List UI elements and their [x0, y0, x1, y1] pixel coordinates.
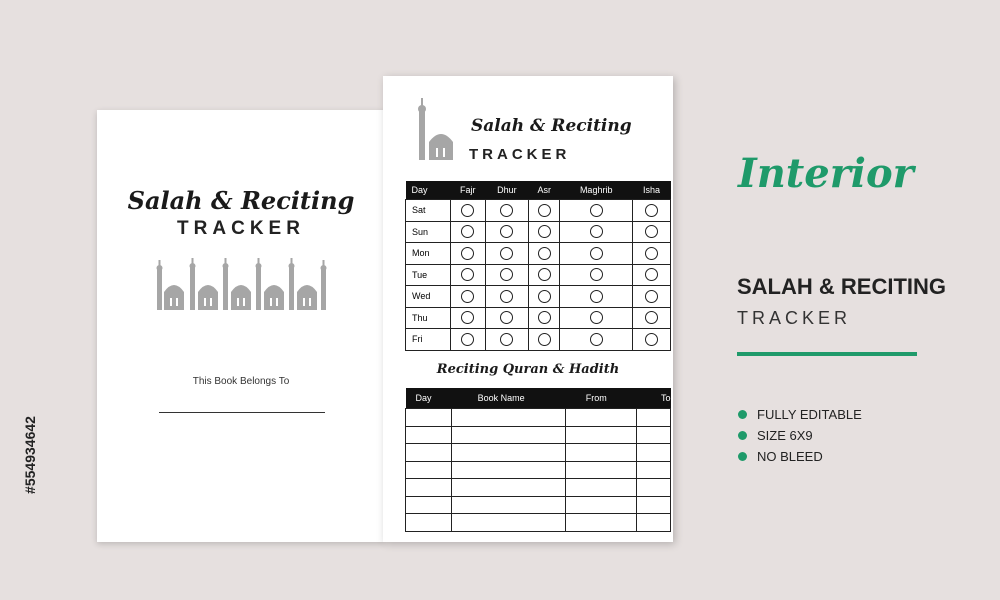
prayer-checkbox[interactable]: [590, 247, 603, 260]
book-name-cell[interactable]: [452, 426, 566, 444]
bullet-dot-icon: [738, 410, 747, 419]
prayer-table-header: [406, 181, 671, 200]
bullet-dot-icon: [738, 452, 747, 461]
table-row: [406, 426, 671, 444]
from-cell[interactable]: [566, 461, 637, 479]
prayer-checkbox[interactable]: [500, 204, 513, 217]
to-cell[interactable]: [637, 409, 671, 427]
book-name-cell[interactable]: [452, 479, 566, 497]
book-name-cell[interactable]: [452, 444, 566, 462]
day-cell[interactable]: [406, 426, 452, 444]
from-cell[interactable]: [566, 514, 637, 532]
prayer-checkbox[interactable]: [461, 204, 474, 217]
prayer-checkbox[interactable]: [645, 311, 658, 324]
prayer-checkbox[interactable]: [461, 311, 474, 324]
col-book-name: Book Name: [452, 388, 566, 409]
prayer-checkbox[interactable]: [538, 204, 551, 217]
prayer-checkbox[interactable]: [590, 268, 603, 281]
col-to: To: [637, 388, 671, 409]
prayer-checkbox[interactable]: [538, 333, 551, 346]
day-cell[interactable]: [406, 479, 452, 497]
day-label: Sun: [406, 221, 451, 243]
accent-divider: [737, 352, 917, 356]
prayer-checkbox[interactable]: [500, 311, 513, 324]
prayer-checkbox[interactable]: [500, 225, 513, 238]
day-cell[interactable]: [406, 409, 452, 427]
prayer-checkbox[interactable]: [645, 268, 658, 281]
day-label: Fri: [406, 329, 451, 351]
cover-subtitle: TRACKER: [177, 218, 305, 239]
col-dhur: Dhur: [485, 181, 529, 200]
col-day: Day: [406, 181, 451, 200]
day-cell[interactable]: [406, 461, 452, 479]
prayer-checkbox[interactable]: [645, 290, 658, 303]
day-label: Thu: [406, 307, 451, 329]
prayer-checkbox[interactable]: [500, 290, 513, 303]
owner-name-line: [159, 412, 325, 413]
prayer-checkbox[interactable]: [538, 290, 551, 303]
mosque-skyline-icon: [155, 258, 327, 310]
list-item: [738, 446, 862, 467]
cover-page: [97, 110, 385, 542]
table-row: [406, 409, 671, 427]
prayer-checkbox[interactable]: [538, 247, 551, 260]
book-name-cell[interactable]: [452, 461, 566, 479]
prayer-checkbox[interactable]: [500, 268, 513, 281]
prayer-checkbox[interactable]: [645, 247, 658, 260]
to-cell[interactable]: [637, 514, 671, 532]
book-name-cell[interactable]: [452, 496, 566, 514]
reciting-tracker-table: [405, 388, 671, 532]
from-cell[interactable]: [566, 409, 637, 427]
to-cell[interactable]: [637, 496, 671, 514]
interior-title: Salah & Reciting: [471, 116, 632, 136]
table-row: [406, 221, 671, 243]
prayer-checkbox[interactable]: [590, 311, 603, 324]
col-from: From: [566, 388, 637, 409]
col-fajr: Fajr: [451, 181, 486, 200]
prayer-checkbox[interactable]: [590, 204, 603, 217]
stock-image-id: #554934642: [22, 416, 38, 494]
feature-label: SIZE 6X9: [757, 428, 813, 443]
day-cell[interactable]: [406, 444, 452, 462]
table-row: [406, 286, 671, 308]
prayer-checkbox[interactable]: [538, 311, 551, 324]
prayer-checkbox[interactable]: [500, 247, 513, 260]
prayer-checkbox[interactable]: [645, 225, 658, 238]
to-cell[interactable]: [637, 444, 671, 462]
reciting-title: Reciting Quran & Hadith: [436, 362, 620, 377]
day-cell[interactable]: [406, 514, 452, 532]
day-label: Mon: [406, 243, 451, 265]
table-row: [406, 461, 671, 479]
list-item: [738, 404, 862, 425]
to-cell[interactable]: [637, 461, 671, 479]
product-subtitle: TRACKER: [737, 308, 852, 328]
prayer-checkbox[interactable]: [590, 225, 603, 238]
col-isha: Isha: [632, 181, 670, 200]
prayer-checkbox[interactable]: [645, 333, 658, 346]
from-cell[interactable]: [566, 444, 637, 462]
col-maghrib: Maghrib: [560, 181, 633, 200]
day-label: Wed: [406, 286, 451, 308]
interior-page: [383, 76, 673, 542]
table-row: [406, 329, 671, 351]
bullet-dot-icon: [738, 431, 747, 440]
to-cell[interactable]: [637, 426, 671, 444]
col-day: Day: [406, 388, 452, 409]
prayer-checkbox[interactable]: [461, 290, 474, 303]
from-cell[interactable]: [566, 479, 637, 497]
book-name-cell[interactable]: [452, 409, 566, 427]
mosque-icon: [415, 98, 457, 160]
feature-list: [738, 404, 862, 467]
interior-subtitle: TRACKER: [469, 146, 571, 163]
from-cell[interactable]: [566, 496, 637, 514]
day-label: Sat: [406, 200, 451, 222]
prayer-checkbox[interactable]: [461, 225, 474, 238]
table-row: [406, 200, 671, 222]
reciting-table-header: [406, 388, 671, 409]
prayer-checkbox[interactable]: [645, 204, 658, 217]
prayer-checkbox[interactable]: [590, 290, 603, 303]
table-row: [406, 514, 671, 532]
prayer-checkbox[interactable]: [461, 247, 474, 260]
table-row: [406, 444, 671, 462]
interior-script-heading: Interior: [738, 150, 914, 197]
prayer-checkbox[interactable]: [461, 268, 474, 281]
prayer-checkbox[interactable]: [461, 333, 474, 346]
table-row: [406, 264, 671, 286]
prayer-checkbox[interactable]: [538, 268, 551, 281]
to-cell[interactable]: [637, 479, 671, 497]
prayer-checkbox[interactable]: [590, 333, 603, 346]
from-cell[interactable]: [566, 426, 637, 444]
prayer-checkbox[interactable]: [500, 333, 513, 346]
day-cell[interactable]: [406, 496, 452, 514]
col-asr: Asr: [529, 181, 560, 200]
cover-title: Salah & Reciting: [127, 186, 355, 215]
product-title: SALAH & RECITING: [737, 274, 946, 299]
prayer-tracker-table: [405, 181, 671, 351]
list-item: [738, 425, 862, 446]
feature-label: FULLY EDITABLE: [757, 407, 862, 422]
table-row: [406, 479, 671, 497]
book-name-cell[interactable]: [452, 514, 566, 532]
table-row: [406, 307, 671, 329]
table-row: [406, 243, 671, 265]
table-row: [406, 496, 671, 514]
feature-label: NO BLEED: [757, 449, 823, 464]
day-label: Tue: [406, 264, 451, 286]
prayer-checkbox[interactable]: [538, 225, 551, 238]
belongs-to-label: This Book Belongs To: [192, 376, 290, 387]
